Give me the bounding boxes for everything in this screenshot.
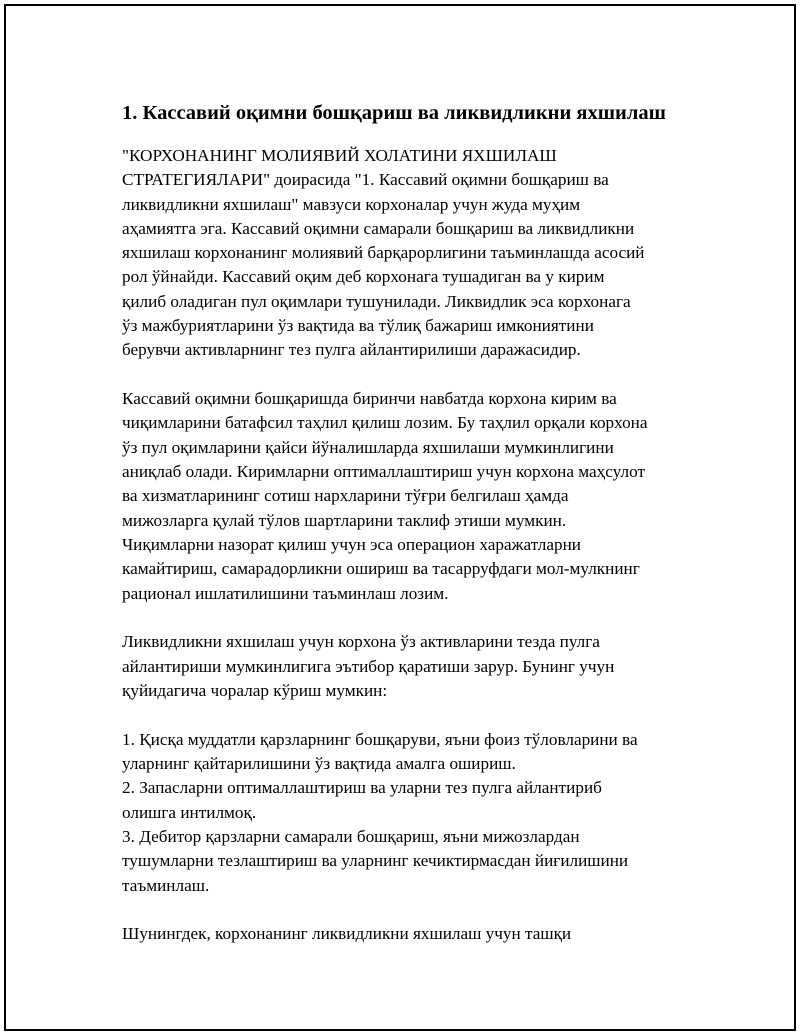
text-line: Шунингдек, корхонанинг ликвидликни яхшилаш учун ташқи — [122, 924, 572, 944]
paragraph-closing — [122, 922, 702, 946]
text-line: Кассавий оқимни бошқаришда биринчи навбатда корхона кирим ва — [122, 389, 617, 409]
text-line: ўз мажбуриятларини ўз вақтида ва тўлиқ бажариш имкониятини — [122, 316, 594, 336]
text-line: қуйидагича чоралар кўриш мумкин: — [122, 680, 388, 700]
list-item-line: 2. Запасларни оптималлаштириш ва уларни тез пулга айлантириб — [122, 778, 602, 798]
text-line: аниқлаб олади. Киримларни оптималлаштириш учун корхона маҳсулот — [122, 462, 645, 482]
text-line: ўз пул оқимларини қайси йўналишларда яхшилаши мумкинлигини — [122, 437, 614, 457]
document-body — [122, 98, 702, 947]
text-line: камайтириш, самарадорликни ошириш ва тасарруфдаги мол-мулкнинг — [122, 559, 640, 579]
paragraph-cashflow — [122, 387, 702, 606]
paragraph-gap — [122, 606, 702, 631]
section-heading: 1. Кассавий оқимни бошқариш ва ликвидликни яхшилаш — [122, 102, 666, 124]
text-line: айлантириши мумкинлигига эътибор қаратиши зарур. Бунинг учун — [122, 656, 615, 676]
text-line: мижозларга қулай тўлов шартларини таклиф этиши мумкин. — [122, 510, 567, 530]
page-frame — [4, 4, 796, 1031]
list-item-line: 3. Дебитор қарзларни самарали бошқариш, яъни мижозлардан — [122, 826, 580, 846]
paragraph-gap — [122, 363, 702, 388]
list-item-line: таъминлаш. — [122, 875, 210, 895]
text-line: чиқимларини батафсил таҳлил қилиш лозим. Бу таҳлил орқали корхона — [122, 413, 648, 433]
text-line: ликвидликни яхшилаш" мавзуси корхоналар учун жуда муҳим — [122, 194, 581, 214]
text-line: "КОРХОНАНИНГ МОЛИЯВИЙ ХОЛАТИНИ ЯХШИЛАШ — [122, 146, 557, 165]
text-line: яхшилаш корхонанинг молиявий барқарорлигини таъминлашда асосий — [122, 243, 645, 263]
list-item-line: 1. Қисқа муддатли қарзларнинг бошқаруви, яъни фоиз тўловларини ва — [122, 729, 638, 749]
paragraph-gap — [122, 898, 702, 923]
paragraph-liquidity — [122, 630, 702, 703]
numbered-list — [122, 728, 702, 898]
text-line: қилиб оладиган пул оқимлари тушунилади. Ликвидлик эса корхонага — [122, 291, 631, 311]
text-line: СТРАТЕГИЯЛАРИ" доирасида "1. Кассавий оқимни бошқариш ва — [122, 170, 609, 190]
text-line: рол ўйнайди. Кассавий оқим деб корхонага тушадиган ва у кирим — [122, 267, 605, 287]
paragraph-gap — [122, 703, 702, 728]
text-line: ва хизматларининг сотиш нархларини тўғри белгилаш ҳамда — [122, 486, 569, 506]
list-item-line: тушумларни тезлаштириш ва уларнинг кечиктирмасдан йиғилишини — [122, 851, 629, 871]
text-line: аҳамиятга эга. Кассавий оқимни самарали бошқариш ва ликвидликни — [122, 218, 635, 238]
list-item-line: уларнинг қайтарилишини ўз вақтида амалга ошириш. — [122, 754, 516, 774]
text-line: рационал ишлатилишини таъминлаш лозим. — [122, 583, 449, 603]
text-line: Чиқимларни назорат қилиш учун эса операцион харажатларни — [122, 534, 581, 554]
list-item-line: олишга интилмоқ. — [122, 802, 257, 822]
paragraph-intro — [122, 144, 702, 363]
text-line: берувчи активларнинг тез пулга айлантирилиши даражасидир. — [122, 340, 581, 360]
text-line: Ликвидликни яхшилаш учун корхона ўз активларини тезда пулга — [122, 632, 600, 652]
